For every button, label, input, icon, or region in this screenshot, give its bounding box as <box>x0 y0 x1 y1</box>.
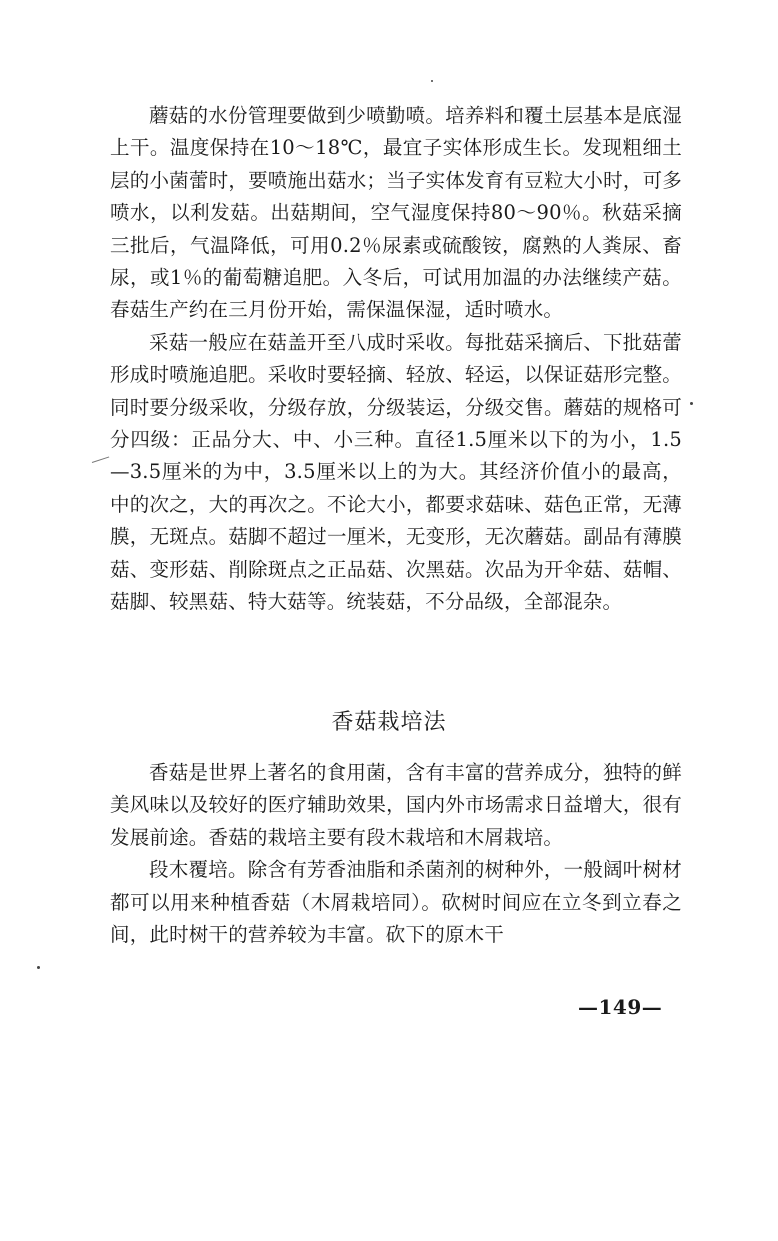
paragraph-harvesting: 采菇一般应在菇盖开至八成时采收。每批菇采摘后、下批菇蕾形成时喷施追肥。采收时要轻摘、轻放、轻运，以保证菇形完整。同时要分级采收，分级存放，分级装运，分级交售。蘑菇的规格可分四级：正品分大、中、小三种。直径1.5厘米以下的为小，1.5—3.5厘米的为中，3.5厘米以上的为大。其经济价值小的最高，中的次之，大的再次之。不论大小，都要求菇味、菇色正常，无薄膜，无斑点。菇脚不超过一厘米，无变形，无次蘑菇。副品有薄膜菇、变形菇、削除斑点之正品菇、次黑菇。次品为开伞菇、菇帽、菇脚、较黑菇、特大菇等。统装菇，不分品级，全部混杂。 <box>110 330 682 614</box>
page-number: —149— <box>578 995 663 1019</box>
scan-speck <box>37 966 40 969</box>
scan-mark <box>92 456 109 463</box>
section-heading: 香菇栽培法 <box>331 710 447 735</box>
scan-speck <box>690 402 693 405</box>
paragraph-shiitake-intro: 香菇是世界上著名的食用菌，含有丰富的营养成分，独特的鲜美风味以及较好的医疗辅助效果，国内外市场需求日益增大，很有发展前途。香菇的栽培主要有段木栽培和木屑栽培。 <box>110 761 682 849</box>
paragraph-watering: 蘑菇的水份管理要做到少喷勤喷。培养料和覆土层基本是底湿上干。温度保持在10～18℃，最宜子实体形成生长。发现粗细土层的小菌蕾时，要喷施出菇水；当子实体发育有豆粒大小时，可多喷水，以利发菇。出菇期间，空气湿度保持80～90％。秋菇采摘三批后，气温降低，可用0.2％尿素或硫酸铵，腐熟的人粪尿、畜尿，或1％的葡萄糖追肥。入冬后，可试用加温的办法继续产菇。春菇生产约在三月份开始，需保温保湿，适时喷水。 <box>110 104 682 322</box>
section-mushroom-care <box>110 100 682 619</box>
paragraph-log-cultivation: 段木覆培。除含有芳香油脂和杀菌剂的树种外，一般阔叶树材都可以用来种植香菇（木屑栽培同）。砍树时间应在立冬到立春之间，此时树干的营养较为丰富。砍下的原木干 <box>110 858 682 947</box>
scan-speck <box>431 80 433 82</box>
section-shiitake <box>110 757 682 951</box>
